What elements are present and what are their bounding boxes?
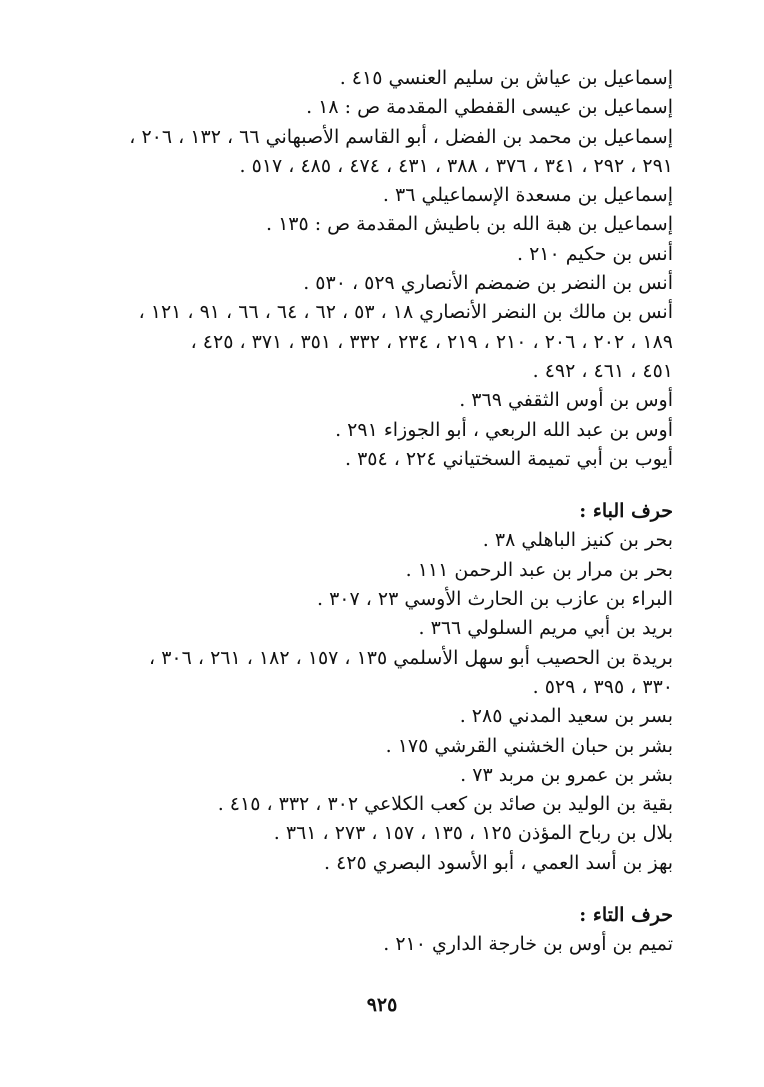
index-entry: بشر بن عمرو بن مربد ٧٣ . [460, 763, 673, 786]
index-entry: أنس بن النضر بن ضمضم الأنصاري ٥٢٩ ، ٥٣٠ . [303, 272, 673, 295]
index-entry: أيوب بن أبي تميمة السختياني ٢٢٤ ، ٣٥٤ . [344, 447, 673, 470]
index-entry: أوس بن عبد الله الربعي ، أبو الجوزاء ٢٩١ . [335, 418, 673, 441]
index-entry: أوس بن أوس الثقفي ٣٦٩ . [459, 389, 673, 412]
index-entry-continuation: ٢٩١ ، ٢٩٢ ، ٣٤١ ، ٣٧٦ ، ٣٨٨ ، ٤٣١ ، ٤٧٤ ، ٤٨٥ ، ٥١٧ . [239, 154, 673, 177]
index-entry: بشر بن حبان الخشني القرشي ١٧٥ . [385, 734, 673, 757]
index-entry-continuation: ٤٥١ ، ٤٦١ ، ٤٩٢ . [532, 359, 673, 382]
index-entry: أنس بن حكيم ٢١٠ . [517, 242, 673, 265]
index-entry: إسماعيل بن عيسى القفطي المقدمة ص : ١٨ . [306, 96, 673, 119]
index-entry: بريد بن أبي مريم السلولي ٣٦٦ . [418, 617, 673, 640]
index-entry: إسماعيل بن مسعدة الإسماعيلي ٣٦ . [382, 184, 673, 207]
index-entry: بحر بن كنيز الباهلي ٣٨ . [482, 529, 673, 552]
index-entry: البراء بن عازب بن الحارث الأوسي ٢٣ ، ٣٠٧ . [316, 588, 673, 611]
section-spacer [110, 878, 673, 901]
section-heading-ta: حرف التاء : [579, 904, 673, 927]
index-entry: بلال بن رباح المؤذن ١٢٥ ، ١٣٥ ، ١٥٧ ، ٢٧٣ ، ٣٦١ . [273, 822, 673, 845]
index-entry-continuation: ٣٣٠ ، ٣٩٥ ، ٥٢٩ . [532, 675, 673, 698]
section-heading-ba: حرف الباء : [579, 500, 673, 523]
section-spacer [110, 474, 673, 497]
index-entry: بهز بن أسد العمي ، أبو الأسود البصري ٤٢٥ . [323, 851, 673, 874]
index-text-block [110, 64, 673, 960]
index-entry: إسماعيل بن محمد بن الفضل ، أبو القاسم الأصبهاني ٦٦ ، ١٣٢ ، ٢٠٦ ، [129, 125, 673, 148]
index-entry: تميم بن أوس بن خارجة الداري ٢١٠ . [383, 933, 673, 956]
index-entry: إسماعيل بن هبة الله بن باطيش المقدمة ص : ١٣٥ . [265, 213, 673, 236]
index-entry: بحر بن مرار بن عبد الرحمن ١١١ . [405, 558, 673, 581]
index-entry: إسماعيل بن عياش بن سليم العنسي ٤١٥ . [339, 67, 673, 89]
index-entry: بريدة بن الحصيب أبو سهل الأسلمي ١٣٥ ، ١٥٧ ، ١٨٢ ، ٢٦١ ، ٣٠٦ ، [149, 646, 673, 669]
index-entry: بسر بن سعيد المدني ٢٨٥ . [459, 705, 673, 728]
index-entry: بقية بن الوليد بن صائد بن كعب الكلاعي ٣٠٢ ، ٣٣٢ ، ٤١٥ . [217, 793, 673, 816]
index-entry-continuation: ١٨٩ ، ٢٠٢ ، ٢٠٦ ، ٢١٠ ، ٢١٩ ، ٢٣٤ ، ٣٣٢ ، ٣٥١ ، ٣٧١ ، ٤٢٥ ، [190, 330, 673, 353]
page-number: ٩٢٥ [366, 994, 398, 1016]
index-entry: أنس بن مالك بن النضر الأنصاري ١٨ ، ٥٣ ، ٦٢ ، ٦٤ ، ٦٦ ، ٩١ ، ١٢١ ، [138, 301, 673, 324]
